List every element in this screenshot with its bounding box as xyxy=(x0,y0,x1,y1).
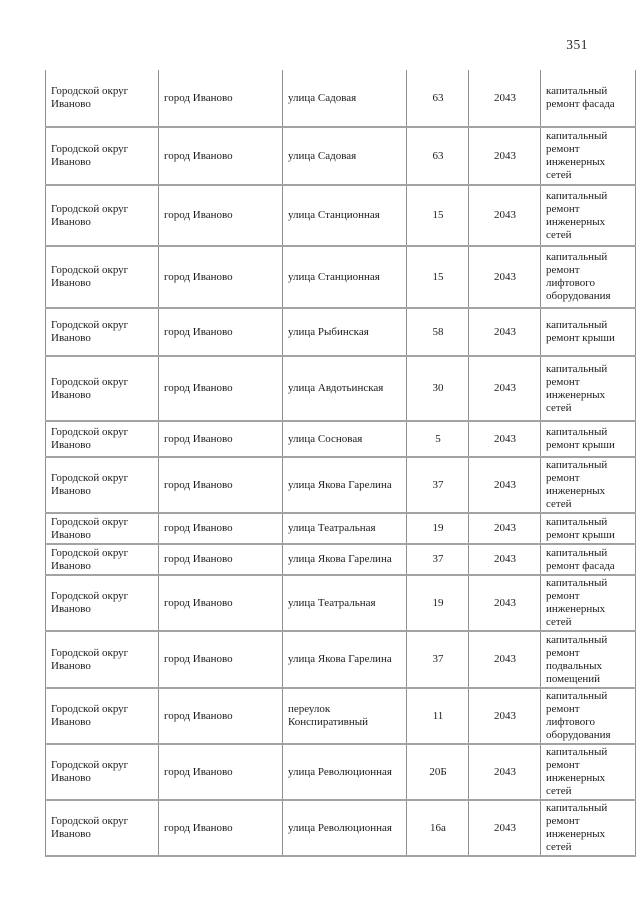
cell-city: город Иваново xyxy=(159,744,283,800)
cell-city: город Иваново xyxy=(159,421,283,457)
table-row xyxy=(46,185,636,246)
cell-street: улица Театральная xyxy=(283,575,407,631)
cell-year: 2043 xyxy=(469,513,541,544)
cell-district: Городской округ Иваново xyxy=(46,631,159,688)
cell-house-number: 11 xyxy=(407,688,469,744)
cell-work-type: капитальный ремонт крыши xyxy=(541,421,636,457)
table-row xyxy=(46,631,636,688)
cell-work-type: капитальный ремонт инженерных сетей xyxy=(541,127,636,185)
cell-district: Городской округ Иваново xyxy=(46,127,159,185)
cell-house-number: 58 xyxy=(407,308,469,356)
table-row xyxy=(46,800,636,856)
cell-year: 2043 xyxy=(469,575,541,631)
cell-street: улица Якова Гарелина xyxy=(283,631,407,688)
cell-work-type: капитальный ремонт фасада xyxy=(541,70,636,127)
table-row xyxy=(46,421,636,457)
cell-city: город Иваново xyxy=(159,308,283,356)
table-row xyxy=(46,127,636,185)
cell-district: Городской округ Иваново xyxy=(46,457,159,513)
cell-house-number: 19 xyxy=(407,513,469,544)
cell-city: город Иваново xyxy=(159,457,283,513)
cell-city: город Иваново xyxy=(159,185,283,246)
cell-street: улица Станционная xyxy=(283,246,407,308)
cell-house-number: 15 xyxy=(407,246,469,308)
table-row xyxy=(46,513,636,544)
cell-house-number: 37 xyxy=(407,544,469,575)
cell-year: 2043 xyxy=(469,688,541,744)
cell-city: город Иваново xyxy=(159,575,283,631)
cell-work-type: капитальный ремонт крыши xyxy=(541,308,636,356)
cell-year: 2043 xyxy=(469,800,541,856)
cell-district: Городской округ Иваново xyxy=(46,185,159,246)
cell-district: Городской округ Иваново xyxy=(46,744,159,800)
cell-house-number: 15 xyxy=(407,185,469,246)
cell-house-number: 5 xyxy=(407,421,469,457)
cell-street: улица Сосновая xyxy=(283,421,407,457)
cell-district: Городской округ Иваново xyxy=(46,70,159,127)
cell-district: Городской округ Иваново xyxy=(46,544,159,575)
cell-district: Городской округ Иваново xyxy=(46,513,159,544)
table-row xyxy=(46,688,636,744)
cell-work-type: капитальный ремонт инженерных сетей xyxy=(541,575,636,631)
cell-city: город Иваново xyxy=(159,631,283,688)
cell-street: улица Театральная xyxy=(283,513,407,544)
cell-house-number: 37 xyxy=(407,631,469,688)
cell-work-type: капитальный ремонт инженерных сетей xyxy=(541,744,636,800)
cell-city: город Иваново xyxy=(159,70,283,127)
cell-street: улица Авдотьинская xyxy=(283,356,407,421)
cell-street: улица Рыбинская xyxy=(283,308,407,356)
cell-district: Городской округ Иваново xyxy=(46,356,159,421)
cell-district: Городской округ Иваново xyxy=(46,246,159,308)
cell-street: улица Садовая xyxy=(283,127,407,185)
cell-street: улица Якова Гарелина xyxy=(283,544,407,575)
table-row xyxy=(46,356,636,421)
cell-year: 2043 xyxy=(469,631,541,688)
cell-year: 2043 xyxy=(469,70,541,127)
cell-city: город Иваново xyxy=(159,800,283,856)
cell-house-number: 63 xyxy=(407,127,469,185)
cell-district: Городской округ Иваново xyxy=(46,421,159,457)
cell-house-number: 30 xyxy=(407,356,469,421)
cell-year: 2043 xyxy=(469,421,541,457)
cell-work-type: капитальный ремонт лифтового оборудования xyxy=(541,246,636,308)
cell-district: Городской округ Иваново xyxy=(46,308,159,356)
cell-house-number: 20Б xyxy=(407,744,469,800)
cell-year: 2043 xyxy=(469,127,541,185)
cell-street: улица Якова Гарелина xyxy=(283,457,407,513)
cell-city: город Иваново xyxy=(159,127,283,185)
cell-year: 2043 xyxy=(469,246,541,308)
page-number: 351 xyxy=(566,37,588,52)
cell-house-number: 16а xyxy=(407,800,469,856)
cell-work-type: капитальный ремонт лифтового оборудования xyxy=(541,688,636,744)
cell-street: улица Станционная xyxy=(283,185,407,246)
cell-year: 2043 xyxy=(469,185,541,246)
cell-street: улица Садовая xyxy=(283,70,407,127)
cell-work-type: капитальный ремонт инженерных сетей xyxy=(541,356,636,421)
cell-district: Городской округ Иваново xyxy=(46,688,159,744)
cell-work-type: капитальный ремонт инженерных сетей xyxy=(541,185,636,246)
cell-street: улица Революционная xyxy=(283,800,407,856)
table-row xyxy=(46,457,636,513)
table-row xyxy=(46,544,636,575)
table-row xyxy=(46,575,636,631)
cell-city: город Иваново xyxy=(159,544,283,575)
cell-year: 2043 xyxy=(469,356,541,421)
cell-year: 2043 xyxy=(469,744,541,800)
cell-work-type: капитальный ремонт инженерных сетей xyxy=(541,800,636,856)
cell-street: переулок Конспиративный xyxy=(283,688,407,744)
cell-house-number: 37 xyxy=(407,457,469,513)
cell-house-number: 63 xyxy=(407,70,469,127)
cell-house-number: 19 xyxy=(407,575,469,631)
cell-district: Городской округ Иваново xyxy=(46,800,159,856)
cell-year: 2043 xyxy=(469,308,541,356)
cell-city: город Иваново xyxy=(159,513,283,544)
cell-city: город Иваново xyxy=(159,356,283,421)
cell-city: город Иваново xyxy=(159,688,283,744)
cell-year: 2043 xyxy=(469,457,541,513)
repair-schedule-table xyxy=(45,70,636,857)
cell-work-type: капитальный ремонт крыши xyxy=(541,513,636,544)
cell-work-type: капитальный ремонт инженерных сетей xyxy=(541,457,636,513)
cell-street: улица Революционная xyxy=(283,744,407,800)
cell-city: город Иваново xyxy=(159,246,283,308)
cell-work-type: капитальный ремонт фасада xyxy=(541,544,636,575)
table-row xyxy=(46,70,636,127)
cell-work-type: капитальный ремонт подвальных помещений xyxy=(541,631,636,688)
cell-district: Городской округ Иваново xyxy=(46,575,159,631)
cell-year: 2043 xyxy=(469,544,541,575)
table-row xyxy=(46,744,636,800)
table-row xyxy=(46,308,636,356)
table-row xyxy=(46,246,636,308)
